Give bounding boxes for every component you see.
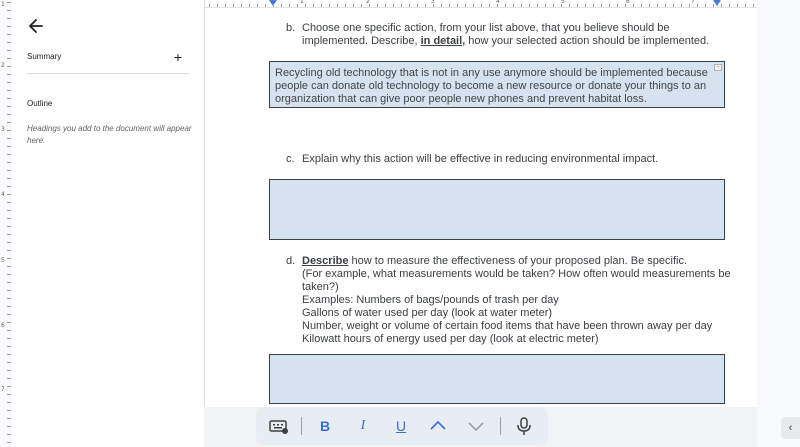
question-b-line1: Choose one specific action, from your list above, that you believe should be bbox=[302, 22, 670, 34]
ruler-tick bbox=[601, 4, 602, 7]
ruler-tick bbox=[7, 66, 11, 67]
document-page[interactable] bbox=[204, 0, 758, 407]
ruler-tick bbox=[7, 130, 11, 131]
keyboard-icon[interactable] bbox=[267, 415, 291, 437]
ruler-tick bbox=[265, 4, 266, 7]
ruler-tick bbox=[313, 4, 314, 7]
ruler-tick bbox=[545, 4, 546, 7]
ruler-tick bbox=[209, 4, 210, 7]
ruler-tick bbox=[385, 4, 386, 7]
ruler-tick bbox=[7, 394, 11, 395]
ruler-tick bbox=[441, 4, 442, 7]
ruler-tick bbox=[593, 4, 594, 7]
question-d-line6: Number, weight or volume of certain food items that have been thrown away per day bbox=[302, 320, 713, 332]
ruler-number: 5 bbox=[561, 0, 565, 5]
ruler-number: 5 bbox=[1, 257, 5, 264]
question-d-line3: taken?) bbox=[302, 281, 339, 293]
ruler-tick bbox=[537, 4, 538, 7]
ruler-tick bbox=[7, 378, 11, 379]
ruler-tick bbox=[393, 4, 394, 7]
underline-button[interactable]: U bbox=[395, 418, 407, 434]
ruler-number: 2 bbox=[1, 62, 5, 69]
ruler-tick bbox=[465, 4, 466, 7]
horizontal-ruler bbox=[205, 0, 757, 8]
ruler-tick bbox=[377, 4, 378, 7]
ruler-tick bbox=[249, 4, 250, 7]
summary-heading: Summary bbox=[27, 52, 62, 61]
ruler-tick bbox=[529, 4, 530, 7]
question-d-line4: Examples: Numbers of bags/pounds of trash per day bbox=[302, 294, 559, 306]
ruler-tick bbox=[729, 4, 730, 7]
answer-box-c[interactable] bbox=[269, 179, 725, 240]
ruler-tick bbox=[473, 4, 474, 7]
ruler-tick bbox=[321, 4, 322, 7]
ruler-tick bbox=[481, 4, 482, 7]
ruler-tick bbox=[569, 4, 570, 7]
ruler-tick bbox=[745, 4, 746, 7]
ruler-tick bbox=[641, 4, 642, 7]
ruler-tick bbox=[289, 4, 290, 7]
ruler-number: 2 bbox=[366, 0, 370, 5]
answer-box-b[interactable] bbox=[269, 61, 725, 108]
ruler-number: 4 bbox=[496, 0, 500, 5]
ruler-tick bbox=[7, 362, 11, 363]
ruler-tick bbox=[7, 82, 11, 83]
ruler-tick bbox=[7, 426, 11, 427]
ruler-tick bbox=[737, 4, 738, 7]
ruler-tick bbox=[689, 4, 690, 7]
ruler-tick bbox=[489, 4, 490, 7]
ruler-tick bbox=[7, 90, 11, 91]
document-outline-panel bbox=[12, 0, 204, 447]
ruler-tick bbox=[633, 4, 634, 7]
microphone-icon[interactable] bbox=[512, 415, 536, 437]
ruler-tick bbox=[513, 4, 514, 7]
italic-button[interactable]: I bbox=[360, 418, 366, 433]
ruler-tick bbox=[401, 4, 402, 7]
ruler-tick bbox=[7, 106, 11, 107]
question-d-line5: Gallons of water used per day (look at water meter) bbox=[302, 307, 553, 319]
toolbar-separator bbox=[500, 417, 501, 435]
ruler-tick bbox=[337, 4, 338, 7]
question-c-letter: c. bbox=[286, 153, 295, 165]
outline-heading: Outline bbox=[27, 99, 53, 108]
ruler-tick bbox=[7, 442, 11, 443]
ruler-tick bbox=[713, 4, 714, 7]
ruler-tick bbox=[585, 4, 586, 7]
ruler-tick bbox=[225, 4, 226, 7]
ruler-tick bbox=[425, 4, 426, 7]
ruler-tick bbox=[7, 186, 11, 187]
question-d-emphasis: Describe bbox=[302, 255, 349, 267]
ruler-tick bbox=[505, 4, 506, 7]
ruler-tick bbox=[457, 4, 458, 7]
toolbar-separator bbox=[301, 417, 302, 435]
text-box-handle-icon[interactable]: – bbox=[714, 64, 722, 71]
ruler-tick bbox=[7, 18, 11, 19]
ruler-tick bbox=[7, 146, 11, 147]
ruler-tick bbox=[553, 4, 554, 7]
question-b-letter: b. bbox=[286, 22, 296, 34]
ruler-tick bbox=[7, 354, 11, 355]
question-d-line7: Kilowatt hours of energy used per day (look at electric meter) bbox=[302, 333, 599, 345]
ruler-tick bbox=[7, 34, 11, 35]
ruler-tick bbox=[7, 330, 11, 331]
chevron-left-icon[interactable]: ‹ bbox=[781, 417, 800, 439]
ruler-tick bbox=[7, 178, 11, 179]
ruler-tick bbox=[273, 4, 274, 7]
ruler-tick bbox=[7, 346, 11, 347]
ruler-number: 1 bbox=[1, 1, 5, 8]
ruler-tick bbox=[7, 122, 11, 123]
ruler-tick bbox=[7, 410, 11, 411]
ruler-tick bbox=[7, 218, 11, 219]
ruler-tick bbox=[7, 290, 11, 291]
ruler-tick bbox=[7, 26, 11, 27]
ruler-tick bbox=[617, 4, 618, 7]
ruler-tick bbox=[7, 266, 11, 267]
ruler-tick bbox=[7, 10, 11, 11]
question-d bbox=[286, 255, 746, 347]
ruler-number: 6 bbox=[1, 322, 5, 329]
ruler-number: 3 bbox=[431, 0, 435, 5]
ruler-tick bbox=[217, 4, 218, 7]
ruler-tick bbox=[609, 4, 610, 7]
ruler-number: 4 bbox=[1, 191, 5, 198]
question-d-text bbox=[302, 255, 731, 346]
ruler-tick bbox=[7, 2, 11, 3]
question-d-letter: d. bbox=[286, 255, 296, 267]
panel-divider bbox=[27, 73, 189, 74]
ruler-tick bbox=[7, 434, 11, 435]
formatting-toolbar bbox=[256, 407, 548, 445]
ruler-tick bbox=[7, 194, 11, 195]
ruler-tick bbox=[7, 322, 11, 323]
ruler-number: 1 bbox=[300, 0, 304, 5]
question-b bbox=[286, 22, 746, 50]
bold-button[interactable]: B bbox=[319, 418, 331, 434]
ruler-tick bbox=[7, 170, 11, 171]
ruler-number: 3 bbox=[1, 126, 5, 133]
question-d-line1: how to measure the effectiveness of your proposed plan. Be specific. bbox=[348, 255, 688, 267]
answer-b-text[interactable]: Recycling old technology that is not in any use anymore should be implemented because people can donate old technology to become a new resource or donate your things to an organization that can give poor people new phones and prevent habitat loss. bbox=[275, 67, 708, 105]
question-c-text: Explain why this action will be effective in reducing environmental impact. bbox=[302, 153, 659, 165]
ruler-tick bbox=[297, 4, 298, 7]
ruler-tick bbox=[7, 242, 11, 243]
question-d-line2: (For example, what measurements would be taken? How often would measurements be bbox=[302, 268, 731, 280]
ruler-tick bbox=[673, 4, 674, 7]
back-arrow-icon[interactable] bbox=[25, 15, 47, 37]
ruler-tick bbox=[721, 4, 722, 7]
ruler-tick bbox=[7, 202, 11, 203]
ruler-tick bbox=[7, 250, 11, 251]
ruler-tick bbox=[353, 4, 354, 7]
ruler-tick bbox=[257, 4, 258, 7]
ruler-tick bbox=[7, 386, 11, 387]
ruler-tick bbox=[7, 210, 11, 211]
ruler-tick bbox=[7, 50, 11, 51]
ruler-tick bbox=[233, 4, 234, 7]
ruler-number: 7 bbox=[691, 0, 695, 5]
ruler-tick bbox=[345, 4, 346, 7]
chevron-down-icon[interactable] bbox=[464, 415, 488, 437]
ruler-tick bbox=[7, 138, 11, 139]
ruler-tick bbox=[449, 4, 450, 7]
ruler-tick bbox=[577, 4, 578, 7]
ruler-tick bbox=[241, 4, 242, 7]
right-margin bbox=[757, 0, 800, 447]
outline-empty-hint: Headings you add to the document will appear here. bbox=[27, 124, 192, 145]
ruler-tick bbox=[417, 4, 418, 7]
question-b-emphasis: in detail, bbox=[420, 35, 466, 47]
ruler-tick bbox=[7, 298, 11, 299]
ruler-tick bbox=[329, 4, 330, 7]
ruler-tick bbox=[7, 418, 11, 419]
ruler-tick bbox=[705, 4, 706, 7]
ruler-tick bbox=[7, 234, 11, 235]
ruler-tick bbox=[521, 4, 522, 7]
ruler-tick bbox=[281, 4, 282, 7]
question-b-line2-post: how your selected action should be implemented. bbox=[465, 35, 710, 47]
ruler-tick bbox=[697, 4, 698, 7]
ruler-number: 6 bbox=[626, 0, 630, 5]
question-c bbox=[286, 153, 746, 167]
ruler-tick bbox=[7, 338, 11, 339]
ruler-number: 7 bbox=[1, 386, 5, 393]
right-indent-marker[interactable] bbox=[713, 0, 721, 6]
ruler-tick bbox=[7, 402, 11, 403]
ruler-tick bbox=[753, 4, 754, 7]
answer-box-d[interactable] bbox=[269, 354, 725, 404]
ruler-tick bbox=[7, 306, 11, 307]
ruler-tick bbox=[361, 4, 362, 7]
ruler-tick bbox=[7, 274, 11, 275]
ruler-tick bbox=[7, 154, 11, 155]
ruler-tick bbox=[7, 114, 11, 115]
ruler-tick bbox=[681, 4, 682, 7]
ruler-tick bbox=[7, 98, 11, 99]
ruler-tick bbox=[7, 370, 11, 371]
ruler-tick bbox=[665, 4, 666, 7]
ruler-tick bbox=[7, 314, 11, 315]
ruler-tick bbox=[7, 258, 11, 259]
add-summary-button[interactable]: + bbox=[173, 49, 183, 65]
ruler-tick bbox=[7, 226, 11, 227]
ruler-tick bbox=[649, 4, 650, 7]
ruler-tick bbox=[7, 162, 11, 163]
ruler-tick bbox=[7, 42, 11, 43]
question-b-line2-pre: implemented. Describe, bbox=[302, 35, 421, 47]
ruler-tick bbox=[657, 4, 658, 7]
ruler-tick bbox=[7, 74, 11, 75]
ruler-tick bbox=[409, 4, 410, 7]
ruler-tick bbox=[7, 282, 11, 283]
chevron-up-icon[interactable] bbox=[426, 415, 450, 437]
question-b-text bbox=[302, 22, 709, 48]
ruler-tick bbox=[305, 4, 306, 7]
ruler-tick bbox=[7, 58, 11, 59]
